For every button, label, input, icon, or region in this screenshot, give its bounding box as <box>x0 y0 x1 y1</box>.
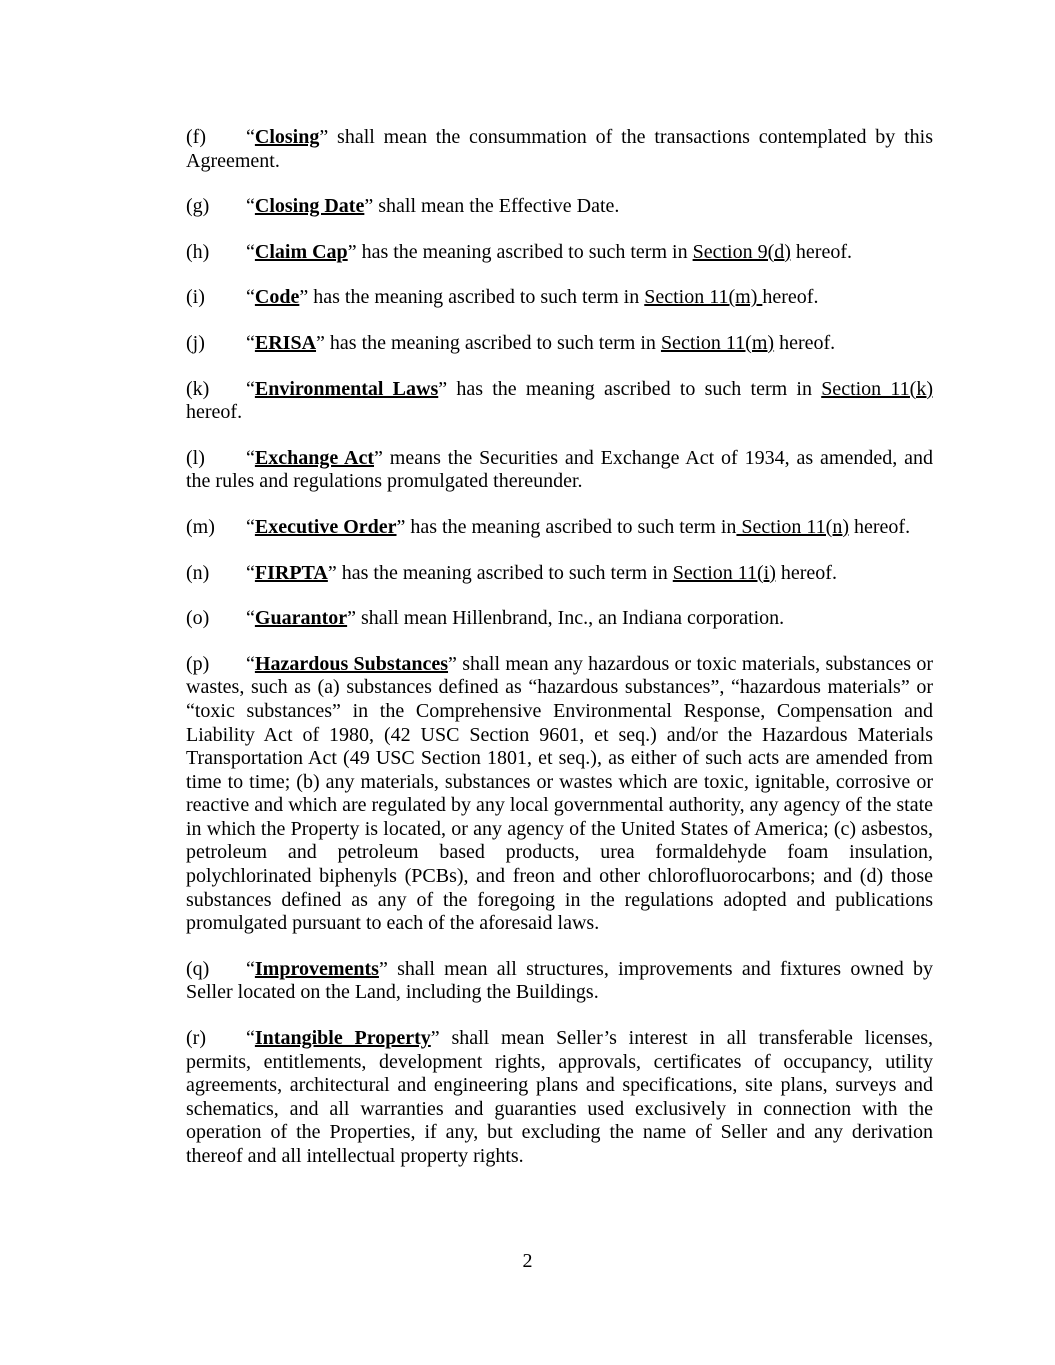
definition-paragraph <box>186 286 933 310</box>
section-reference: Section 11(m) <box>644 286 763 309</box>
definition-paragraph <box>186 447 933 494</box>
body-text: “ <box>246 1027 255 1050</box>
page-number: 2 <box>522 1250 533 1272</box>
paragraph-label: (f) <box>186 126 206 148</box>
body-text: ” has the meaning ascribed to such term in <box>316 331 661 354</box>
body-text: ” shall mean any hazardous or toxic materials, substances or wastes, such as (a) substances defined as “hazardous substances”, “hazardous materials” or “toxic substances” in the Comprehensive Environmental Response, Compensation and Liability Act of 1980, (42 USC Section 9601, et seq.) and/or the Hazardous Materials Transportation Act (49 USC Section 1801, et seq.), as either of such acts are amended from time to time; (b) any materials, substances or wastes which are toxic, ignitable, corrosive or reactive and which are regulated by any local governmental authority, any agency of the state in which the Property is located, or any agency of the United States of America; (c) asbestos, petroleum and petroleum based products, urea formaldehyde foam insulation, polychlorinated biphenyls (PCBs), and freon and other chlorofluorocarbons; and (d) those substances defined as any of the foregoing in the regulations adopted and publications promulgated pursuant to each of the aforesaid laws. <box>186 652 934 935</box>
body-text: ” shall mean the consummation of the transactions contemplated by this Agreement. <box>186 126 933 172</box>
body-text: ” has the meaning ascribed to such term in <box>396 515 737 538</box>
paragraph-label: (h) <box>186 240 210 263</box>
body-text: hereof. <box>186 401 243 424</box>
body-text: “ <box>246 652 255 675</box>
body-text: ” has the meaning ascribed to such term in <box>438 377 822 400</box>
definition-paragraph <box>186 653 933 936</box>
section-reference: Section 9(d) <box>692 240 791 263</box>
body-text: “ <box>246 126 255 148</box>
definition-paragraph <box>186 607 933 631</box>
body-text: hereof. <box>849 515 911 538</box>
body-text: “ <box>246 377 255 400</box>
definition-paragraph <box>186 958 933 1005</box>
definition-term: Improvements <box>254 957 379 980</box>
document-body <box>186 126 933 1191</box>
definition-paragraph <box>186 378 933 425</box>
paragraph-label: (p) <box>186 652 210 675</box>
definition-paragraph <box>186 1027 933 1169</box>
body-text: ” shall mean Seller’s interest in all transferable licenses, permits, entitlements, development rights, approvals, certificates of occupancy, utility agreements, architectural and engineering plans and specifications, site plans, surveys and schematics, and all warranties and guaranties used exclusively in connection with the operation of the Properties, if any, but excluding the name of Seller and any derivation thereof and all intellectual property rights. <box>186 1027 933 1167</box>
body-text: “ <box>246 561 255 584</box>
definition-term: Hazardous Substances <box>254 652 449 675</box>
definition-term: Closing <box>254 126 320 148</box>
paragraph-label: (j) <box>186 331 205 354</box>
paragraph-label: (g) <box>186 195 210 218</box>
body-text: ” means the Securities and Exchange Act of 1934, as amended, and the rules and regulations promulgated thereunder. <box>186 446 934 493</box>
paragraph-label: (l) <box>186 446 205 469</box>
body-text: “ <box>246 957 255 980</box>
paragraph-label: (o) <box>186 607 210 630</box>
section-reference: Section 11(k) <box>821 377 933 400</box>
paragraph-label: (q) <box>186 957 210 980</box>
definition-term: Code <box>254 286 300 309</box>
section-reference: Section 11(n) <box>736 515 849 538</box>
definition-paragraph <box>186 241 933 265</box>
definition-term: Environmental Laws <box>254 377 439 400</box>
definition-paragraph <box>186 516 933 540</box>
definition-term: Claim Cap <box>254 240 348 263</box>
body-text: hereof. <box>762 286 819 309</box>
body-text: ” has the meaning ascribed to such term in <box>327 561 673 584</box>
body-text: ” has the meaning ascribed to such term in <box>299 286 645 309</box>
definition-term: ERISA <box>254 331 317 354</box>
body-text: “ <box>246 607 255 630</box>
definition-paragraph <box>186 195 933 219</box>
paragraph-label: (n) <box>186 561 210 584</box>
section-reference: Section 11(i) <box>672 561 776 584</box>
body-text: ” has the meaning ascribed to such term in <box>347 240 693 263</box>
body-text: “ <box>246 195 255 218</box>
body-text: ” shall mean the Effective Date. <box>364 195 620 218</box>
body-text: hereof. <box>790 240 852 263</box>
paragraph-label: (r) <box>186 1027 206 1050</box>
definition-term: Executive Order <box>254 515 397 538</box>
body-text: “ <box>246 240 255 263</box>
definition-term: FIRPTA <box>254 561 328 584</box>
body-text: “ <box>246 331 255 354</box>
body-text: “ <box>246 446 255 469</box>
paragraph-label: (k) <box>186 377 210 400</box>
definition-paragraph <box>186 562 933 586</box>
body-text: hereof. <box>774 331 836 354</box>
body-text: ” shall mean Hillenbrand, Inc., an Indiana corporation. <box>347 607 785 630</box>
body-text: “ <box>246 515 255 538</box>
body-text: “ <box>246 286 255 309</box>
definition-paragraph <box>186 332 933 356</box>
definition-term: Closing Date <box>254 195 365 218</box>
section-reference: Section 11(m) <box>660 331 775 354</box>
paragraph-label: (i) <box>186 286 205 309</box>
paragraph-label: (m) <box>186 515 215 538</box>
definition-term: Exchange Act <box>254 446 375 469</box>
body-text: hereof. <box>775 561 837 584</box>
definition-paragraph <box>186 126 933 173</box>
definition-term: Guarantor <box>254 607 348 630</box>
body-text: ” shall mean all structures, improvements and fixtures owned by Seller located on the Land, including the Buildings. <box>186 957 933 1004</box>
definition-term: Intangible Property <box>254 1027 431 1050</box>
